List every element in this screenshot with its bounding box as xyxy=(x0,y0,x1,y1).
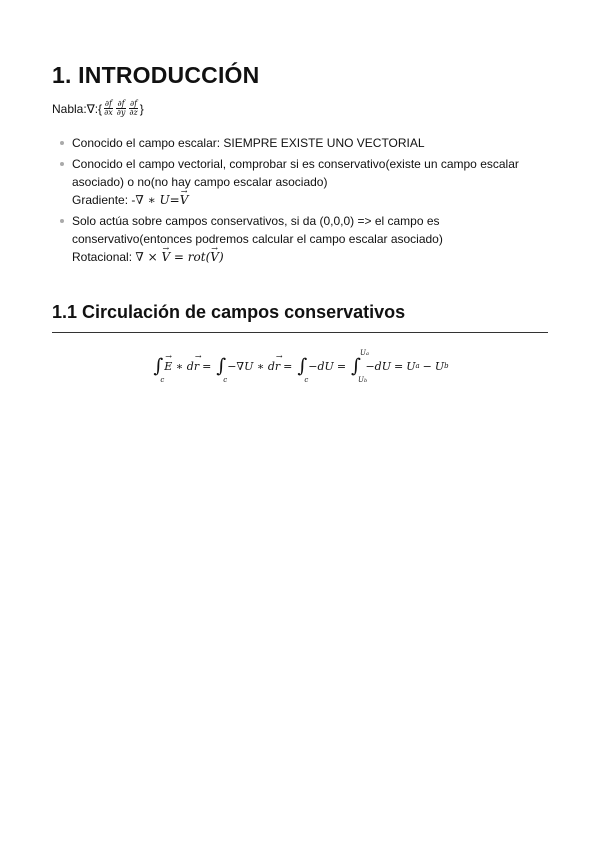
bullet-text-scalar: Conocido el campo escalar: SIEMPRE EXISTE UNO VECTORIAL xyxy=(72,136,425,150)
curl-line xyxy=(72,248,552,266)
gradient-label: Gradiente: - xyxy=(72,193,136,207)
list-item xyxy=(52,212,552,266)
gradient-line xyxy=(72,191,552,209)
nabla-definition xyxy=(52,100,144,117)
bullet-text-vector: Conocido el campo vectorial, comprobar si es conservativo(existe un campo escalar asociado) o no(no hay campo escalar asociado) xyxy=(72,157,519,189)
nabla-open-brace: :{ xyxy=(94,101,103,116)
nabla-label: Nabla: xyxy=(52,101,87,116)
bullet-text-curl: Solo actúa sobre campos conservativos, si da (0,0,0) => el campo es conservativo(entonces podremos calcular el campo escalar asociado) xyxy=(72,214,443,246)
section-divider xyxy=(52,332,548,333)
nabla-close-brace: } xyxy=(139,101,144,116)
list-item xyxy=(52,155,552,209)
partial-y-fraction: $\frac{\partial f}{\partial y}$ xyxy=(116,99,126,117)
curl-label: Rotacional: xyxy=(72,250,136,264)
partial-x-fraction: $\frac{\partial f}{\partial x}$ xyxy=(104,99,113,117)
page-title: 1. INTRODUCCIÓN xyxy=(52,62,260,88)
gradient-formula: ∇ ∗ U=→ V xyxy=(135,193,188,207)
bullet-list xyxy=(52,134,552,269)
circulation-equation: ∫ c → E ∗ d → r = ∫ c −∇U ∗ d → r = ∫ c −dU = ∫ Ua Ub −dU = U a − U b xyxy=(0,346,600,386)
section-title: 1.1 Circulación de campos conservativos xyxy=(52,302,406,322)
list-item xyxy=(52,134,552,152)
partial-z-fraction: $\frac{\partial f}{\partial z}$ xyxy=(129,99,138,117)
nabla-symbol: ∇ xyxy=(86,101,95,116)
curl-formula: ∇ × → V = rot(→ V) xyxy=(135,250,223,264)
